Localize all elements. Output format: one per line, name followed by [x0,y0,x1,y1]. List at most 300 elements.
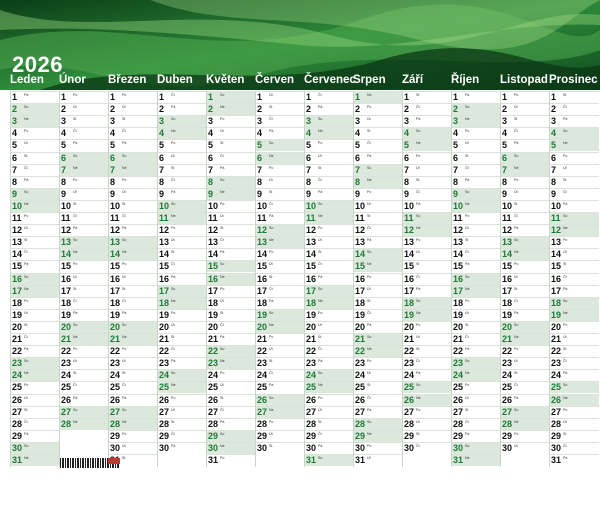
day-cell [452,103,501,115]
day-number: 15 [12,261,23,272]
day-number: 14 [306,249,317,260]
day-number: 22 [551,346,562,357]
weekday-abbr: Út [465,395,469,400]
weekday-abbr: Út [367,117,371,122]
day-cell [403,285,452,297]
weekday-abbr: St [514,286,518,291]
day-number: 31 [551,455,562,465]
day-number: 23 [159,358,170,369]
day-cell [305,406,354,418]
month-column [304,91,354,467]
weekday-abbr: Čt [24,335,28,339]
day-cell [452,127,501,139]
weekday-abbr: Po [514,431,519,436]
calendar-year: 2026 [12,52,63,77]
weekday-abbr: Pá [563,371,568,376]
weekday-abbr: St [563,262,567,267]
day-number: 21 [257,334,268,344]
day-number: 12 [551,225,562,236]
day-number: 17 [502,285,513,296]
weekday-abbr: Čt [318,93,322,97]
day-number: 27 [404,406,415,417]
weekday-abbr: St [24,153,28,158]
day-number: 15 [306,261,317,272]
day-number: 8 [404,176,410,187]
weekday-abbr: Ne [367,177,372,182]
weekday-abbr: Út [171,407,175,412]
weekday-abbr: Ne [122,335,127,339]
weekday-abbr: Ne [24,371,29,376]
weekday-abbr: Pá [122,141,127,146]
weekday-abbr: St [122,201,126,206]
weekday-abbr: Čt [514,383,518,388]
day-cell [550,297,599,309]
weekday-abbr: St [171,165,175,170]
weekday-abbr: Pá [563,117,568,122]
day-number: 14 [12,249,23,260]
day-number: 17 [12,285,23,296]
day-number: 30 [306,442,317,453]
weekday-abbr: Pá [269,383,274,388]
day-cell [11,176,60,188]
day-number: 1 [257,92,263,102]
day-number: 10 [502,200,513,211]
day-number: 13 [61,237,72,248]
weekday-abbr: Čt [24,419,28,424]
day-number: 18 [355,297,366,308]
weekday-abbr: Ne [465,117,470,122]
day-number: 10 [208,200,219,211]
weekday-abbr: Ne [514,419,519,424]
weekday-abbr: Po [122,262,127,267]
day-cell [60,357,109,369]
weekday-abbr: Čt [73,298,77,303]
weekday-abbr: Pá [122,226,127,231]
day-number: 17 [110,285,121,296]
day-cell [109,188,158,200]
day-cell [354,273,403,285]
day-cell [305,418,354,430]
day-number: 2 [355,104,361,115]
day-cell [550,285,599,297]
weekday-abbr: St [318,250,322,255]
day-number: 20 [257,321,268,332]
weekday-abbr: So [514,153,519,158]
weekday-abbr: Po [318,395,323,400]
day-cell [452,248,501,260]
day-cell [207,91,256,103]
day-cell [354,381,403,393]
day-cell [354,224,403,236]
weekday-abbr: Pá [514,310,519,315]
day-cell [305,248,354,260]
day-number: 7 [61,164,67,175]
day-number: 1 [551,92,557,102]
day-cell [305,394,354,406]
day-number: 29 [110,430,121,441]
weekday-abbr: St [220,310,224,315]
weekday-abbr: Po [171,141,176,146]
day-cell [11,309,60,321]
day-cell [109,369,158,381]
day-cell [158,248,207,260]
day-cell [256,260,305,272]
day-number: 9 [404,188,410,199]
day-number: 19 [208,309,219,320]
day-cell [403,188,452,200]
weekday-abbr: Pá [465,93,470,97]
day-cell [354,152,403,164]
day-number: 4 [404,128,410,139]
month-header-row [10,74,598,90]
weekday-abbr: St [122,371,126,376]
day-number: 3 [453,116,459,127]
day-number: 10 [355,200,366,211]
day-number: 20 [208,321,219,332]
weekday-abbr: Po [171,395,176,400]
weekday-abbr: Ne [220,189,225,194]
weekday-abbr: Po [514,262,519,267]
day-cell [11,394,60,406]
day-number: 4 [61,128,67,139]
weekday-abbr: Út [514,443,518,448]
weekday-abbr: St [367,383,371,388]
day-cell [403,248,452,260]
day-number: 2 [257,104,263,115]
month-name: Prosinec [549,74,598,86]
day-cell [256,333,305,345]
weekday-abbr: Pá [514,226,519,231]
day-number: 19 [502,309,513,320]
day-cell [207,297,256,309]
day-cell [403,236,452,248]
day-cell [354,309,403,321]
weekday-abbr: Pá [563,456,568,460]
weekday-abbr: So [514,407,519,412]
day-cell [109,442,158,454]
day-cell [207,248,256,260]
weekday-abbr: Čt [318,347,322,352]
weekday-abbr: Pá [220,419,225,424]
weekday-abbr: So [269,395,274,400]
day-number: 5 [159,140,165,151]
day-number: 20 [355,321,366,332]
day-cell [452,333,501,345]
weekday-abbr: So [24,189,29,194]
day-number: 22 [12,346,23,357]
day-cell [11,152,60,164]
day-number: 15 [159,261,170,272]
weekday-abbr: Pá [416,201,421,206]
day-cell [11,297,60,309]
weekday-abbr: St [73,371,77,376]
day-number: 25 [61,382,72,393]
day-cell [550,357,599,369]
weekday-abbr: Út [318,153,322,158]
day-number: 12 [257,225,268,236]
weekday-abbr: Čt [122,214,126,218]
day-number: 24 [110,370,121,381]
day-number: 19 [12,309,23,320]
day-number: 29 [404,430,415,441]
day-cell [403,139,452,151]
weekday-abbr: Pá [269,214,274,218]
day-number: 23 [110,358,121,369]
weekday-abbr: Pá [269,298,274,303]
day-cell [305,224,354,236]
day-cell [60,212,109,224]
weekday-abbr: Út [416,165,420,170]
day-cell [501,212,550,224]
day-number: 24 [453,370,464,381]
day-number: 18 [404,297,415,308]
day-cell [158,394,207,406]
day-number: 6 [306,152,312,163]
month-name: Září [402,74,424,86]
day-number: 10 [453,200,464,211]
weekday-abbr: So [171,286,176,291]
day-cell [109,212,158,224]
day-cell [158,333,207,345]
weekday-abbr: So [465,359,470,364]
day-cell [256,309,305,321]
day-number: 7 [551,164,557,175]
day-cell [109,333,158,345]
day-cell [158,164,207,176]
weekday-abbr: St [514,201,518,206]
day-cell [207,200,256,212]
weekday-abbr: Pá [367,322,372,327]
day-number: 1 [110,92,116,102]
day-cell [158,285,207,297]
day-number: 3 [12,116,18,127]
day-number: 13 [453,237,464,248]
day-number: 17 [551,285,562,296]
day-cell [452,454,501,466]
day-number: 17 [257,285,268,296]
day-number: 23 [453,358,464,369]
weekday-abbr: Út [563,335,567,339]
day-number: 18 [110,297,121,308]
day-cell [550,260,599,272]
day-cell [403,418,452,430]
month-name: Říjen [451,74,480,86]
day-cell [109,236,158,248]
day-number: 25 [551,382,562,393]
weekday-abbr: Ne [24,286,29,291]
weekday-abbr: So [24,274,29,279]
day-number: 14 [502,249,513,260]
day-number: 20 [306,321,317,332]
weekday-abbr: Út [24,310,28,315]
weekday-abbr: Ne [416,226,421,231]
day-number: 7 [306,164,312,175]
weekday-abbr: Po [416,153,421,158]
weekday-abbr: Ne [220,359,225,364]
weekday-abbr: Pá [171,443,176,448]
day-cell [305,430,354,442]
day-number: 11 [257,213,267,223]
day-cell [501,345,550,357]
weekday-abbr: Po [465,129,470,134]
weekday-abbr: So [465,105,470,110]
weekday-abbr: So [416,298,421,303]
day-cell [403,406,452,418]
weekday-abbr: Út [416,250,420,255]
weekday-abbr: St [269,443,273,448]
day-cell [109,200,158,212]
day-number: 5 [453,140,459,151]
weekday-abbr: Čt [269,371,273,376]
day-cell [452,285,501,297]
weekday-abbr: Pá [73,395,78,400]
day-cell [305,285,354,297]
day-number: 27 [257,406,268,417]
day-cell [354,236,403,248]
day-cell [305,212,354,224]
weekday-abbr: St [122,286,126,291]
weekday-abbr: Út [367,201,371,206]
day-cell [501,285,550,297]
day-cell [305,333,354,345]
day-number: 30 [110,442,121,453]
weekday-abbr: So [416,129,421,134]
weekday-abbr: Pá [171,105,176,110]
day-number: 6 [159,152,165,163]
weekday-abbr: So [73,407,78,412]
day-cell [550,164,599,176]
weekday-abbr: St [24,238,28,243]
weekday-abbr: Čt [465,419,469,424]
day-cell [550,333,599,345]
day-cell [550,139,599,151]
month-name: Leden [10,74,44,86]
day-cell [550,115,599,127]
weekday-abbr: Ne [465,456,470,460]
weekday-abbr: Pá [73,226,78,231]
day-cell [109,357,158,369]
weekday-abbr: Čt [220,407,224,412]
day-number: 18 [12,297,23,308]
weekday-abbr: Ne [563,141,568,146]
weekday-abbr: Út [416,335,420,339]
weekday-abbr: Čt [171,347,175,352]
weekday-abbr: St [73,117,77,122]
day-number: 20 [551,321,562,332]
day-number: 2 [404,104,410,115]
day-number: 27 [551,406,562,417]
weekday-abbr: Ne [171,214,176,218]
day-cell [501,103,550,115]
day-number: 20 [502,321,513,332]
weekday-abbr: St [24,322,28,327]
day-number: 8 [110,176,116,187]
day-number: 26 [502,394,513,405]
day-number: 7 [159,164,165,175]
day-number: 4 [355,128,361,139]
day-cell [109,176,158,188]
day-cell [158,430,207,442]
weekday-abbr: So [171,117,176,122]
day-number: 31 [306,455,317,465]
day-number: 26 [306,394,317,405]
month-column [206,91,256,467]
day-cell [550,418,599,430]
day-number: 9 [355,188,361,199]
day-number: 11 [208,213,218,223]
day-number: 30 [355,442,366,453]
weekday-abbr: St [171,335,175,339]
day-cell [60,91,109,103]
day-cell [354,285,403,297]
day-number: 3 [208,116,214,127]
day-cell [256,273,305,285]
weekday-abbr: St [514,117,518,122]
weekday-abbr: St [416,93,420,97]
day-number: 20 [404,321,415,332]
day-number: 10 [551,200,562,211]
day-cell [452,176,501,188]
day-number: 15 [453,261,464,272]
weekday-abbr: Po [220,371,225,376]
day-cell [403,357,452,369]
day-number: 3 [306,116,312,127]
day-number: 30 [208,442,219,453]
day-number: 14 [208,249,219,260]
day-number: 8 [12,176,18,187]
weekday-abbr: Čt [563,189,567,194]
weekday-abbr: Po [465,298,470,303]
day-cell [501,152,550,164]
day-number: 8 [306,176,312,187]
day-number: 22 [110,346,121,357]
day-number: 9 [306,188,312,199]
weekday-abbr: Pá [367,238,372,243]
day-number: 28 [306,418,317,429]
day-cell [305,454,354,466]
day-number: 18 [502,297,513,308]
day-cell [501,139,550,151]
weekday-abbr: Ne [73,250,78,255]
weekday-abbr: Pá [73,141,78,146]
day-number: 1 [12,92,18,102]
day-cell [60,115,109,127]
day-cell [403,115,452,127]
day-cell [207,309,256,321]
day-number: 1 [404,92,410,102]
day-number: 14 [551,249,562,260]
weekday-abbr: So [220,262,225,267]
day-cell [60,236,109,248]
day-cell [256,200,305,212]
weekday-abbr: Út [73,359,77,364]
weekday-abbr: Ne [514,165,519,170]
month-name: Květen [206,74,245,86]
weekday-abbr: St [514,371,518,376]
weekday-abbr: Pá [220,335,225,339]
day-number: 2 [208,104,214,115]
day-cell [256,127,305,139]
day-cell [158,369,207,381]
weekday-abbr: So [563,383,568,388]
weekday-abbr: So [367,335,372,339]
day-cell [158,152,207,164]
day-number: 8 [208,176,214,187]
day-cell [305,260,354,272]
weekday-abbr: Ne [24,117,29,122]
weekday-abbr: So [73,238,78,243]
day-number: 18 [453,297,464,308]
